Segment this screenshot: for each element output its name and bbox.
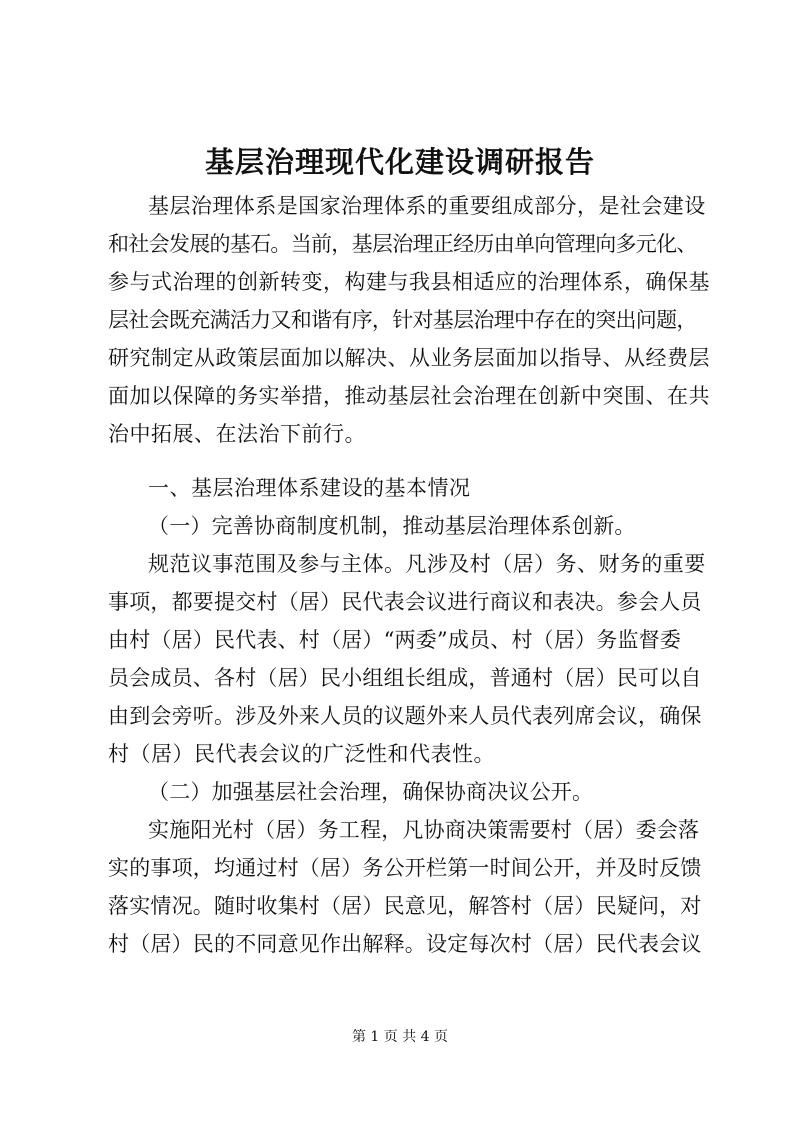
- paragraph-line: 参与式治理的创新转变，构建与我县相适应的治理体系，确保基: [108, 270, 710, 294]
- subsection-heading: （二）加强基层社会治理，确保协商决议公开。: [148, 780, 594, 804]
- paragraph-line: 由到会旁听。涉及外来人员的议题外来人员代表列席会议，确保: [108, 704, 702, 728]
- paragraph-line: 村（居）民代表会议的广泛性和代表性。: [108, 742, 495, 766]
- paragraph-line: 层社会既充满活力又和谐有序，针对基层治理中存在的突出问题，: [108, 308, 697, 332]
- paragraph-line: 实的事项，均通过村（居）务公开栏第一时间公开，并及时反馈: [108, 856, 702, 880]
- paragraph-line: 村（居）民的不同意见作出解释。设定每次村（居）民代表会议: [108, 932, 702, 956]
- paragraph-line: 落实情况。随时收集村（居）民意见，解答村（居）民疑问，对: [108, 894, 702, 918]
- paragraph-line: 面加以保障的务实举措，推动基层社会治理在创新中突围、在共: [108, 384, 710, 408]
- paragraph-line: 治中拓展、在法治下前行。: [108, 422, 366, 446]
- paragraph-line: 规范议事范围及参与主体。凡涉及村（居）务、财务的重要: [148, 552, 706, 576]
- document-title: 基层治理现代化建设调研报告: [204, 145, 595, 179]
- subsection-heading: （一）完善协商制度机制，推动基层治理体系创新。: [148, 514, 636, 538]
- section-heading: 一、基层治理体系建设的基本情况: [148, 476, 471, 500]
- paragraph-line: 和社会发展的基石。当前，基层治理正经历由单向管理向多元化、: [108, 232, 697, 256]
- paragraph-line: 员会成员、各村（居）民小组组长组成，普通村（居）民可以自: [108, 666, 702, 690]
- paragraph-line: 事项，都要提交村（居）民代表会议进行商议和表决。参会人员: [108, 590, 702, 614]
- paragraph-line: 研究制定从政策层面加以解决、从业务层面加以指导、从经费层: [108, 346, 710, 370]
- paragraph-line: 实施阳光村（居）务工程，凡协商决策需要村（居）委会落: [148, 818, 700, 842]
- page-number-footer: 第 1 页 共 4 页: [351, 1029, 449, 1045]
- paragraph-line: 基层治理体系是国家治理体系的重要组成部分，是社会建设: [148, 194, 706, 218]
- paragraph-line: 由村（居）民代表、村（居）“两委”成员、村（居）务监督委: [108, 628, 682, 652]
